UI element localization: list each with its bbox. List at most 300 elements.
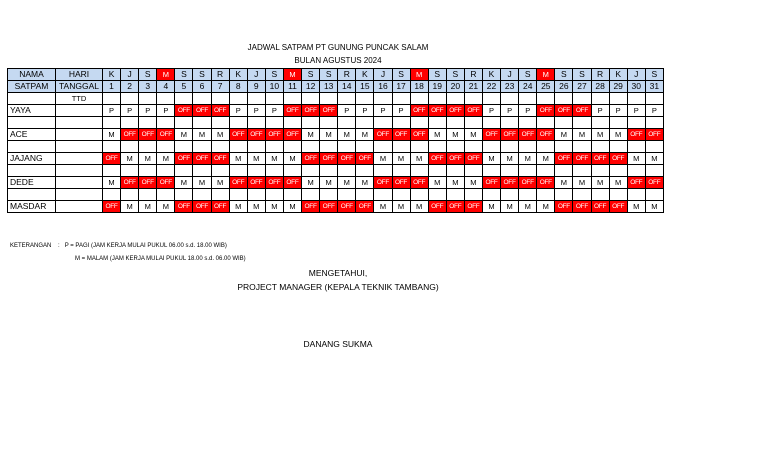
ttd-cell [320,93,338,105]
spacer-cell [175,189,193,201]
day-header: J [121,69,139,81]
ttd-cell [573,93,591,105]
day-header: K [103,69,121,81]
day-header: M [283,69,301,81]
shift-cell: M [356,129,374,141]
shift-cell: OFF [573,201,591,213]
spacer-cell [609,141,627,153]
spacer-cell [139,141,157,153]
shift-cell: P [519,105,537,117]
spacer-cell [482,117,500,129]
shift-cell: M [338,177,356,189]
day-header: S [193,69,211,81]
spacer-cell [193,141,211,153]
shift-cell: OFF [555,105,573,117]
shift-cell: OFF [410,129,428,141]
spacer-cell [8,165,56,177]
shift-cell: OFF [356,201,374,213]
spacer-cell [338,189,356,201]
day-header: M [157,69,175,81]
shift-cell: OFF [175,105,193,117]
shift-cell: OFF [446,105,464,117]
day-header: R [591,69,609,81]
shift-cell: OFF [229,129,247,141]
shift-cell: M [392,201,410,213]
date-header: 3 [139,81,157,93]
shift-cell: OFF [193,105,211,117]
ttd-cell [193,93,211,105]
shift-cell: OFF [627,177,645,189]
date-header: 26 [555,81,573,93]
spacer-cell [8,117,56,129]
spacer-cell [573,165,591,177]
spacer-cell [446,141,464,153]
staff-ttd-cell [56,201,103,213]
spacer-cell [627,141,645,153]
shift-cell: P [157,105,175,117]
spacer-cell [157,141,175,153]
staff-ttd-cell [56,105,103,117]
spacer-cell [519,165,537,177]
shift-cell: OFF [464,105,482,117]
shift-cell: M [193,177,211,189]
spacer-cell [338,141,356,153]
spacer-cell [374,117,392,129]
shift-cell: M [103,177,121,189]
day-header: J [374,69,392,81]
shift-cell: M [193,129,211,141]
spacer-cell [320,189,338,201]
spacer-cell [428,189,446,201]
spacer-cell [338,117,356,129]
ttd-cell [229,93,247,105]
spacer-cell [410,117,428,129]
shift-cell: P [247,105,265,117]
shift-cell: P [482,105,500,117]
shift-cell: OFF [428,153,446,165]
spacer-cell [56,189,103,201]
spacer-cell [103,141,121,153]
shift-cell: OFF [645,177,663,189]
spacer-cell [211,141,229,153]
spacer-cell [537,165,555,177]
shift-cell: M [627,153,645,165]
date-header: 30 [627,81,645,93]
shift-cell: M [645,201,663,213]
spacer-cell [211,189,229,201]
ttd-cell [157,93,175,105]
day-header: S [302,69,320,81]
shift-cell: M [283,201,301,213]
ttd-cell [519,93,537,105]
shift-cell: OFF [211,105,229,117]
spacer-cell [247,141,265,153]
shift-cell: M [247,153,265,165]
spacer-cell [501,189,519,201]
date-header: 2 [121,81,139,93]
legend-line-pagi: P = PAGI (JAM KERJA MULAI PUKUL 06.00 s.d. 18.00 WIB) [64,243,227,249]
shift-cell: M [591,129,609,141]
ttd-cell [356,93,374,105]
shift-cell: M [302,129,320,141]
shift-cell: M [320,177,338,189]
day-header: K [482,69,500,81]
date-header: 18 [410,81,428,93]
signature-mengetahui: MENGETAHUI, [308,268,368,278]
shift-cell: OFF [211,201,229,213]
spacer-cell [573,141,591,153]
shift-cell: M [410,201,428,213]
shift-cell: OFF [446,201,464,213]
date-header: 10 [265,81,283,93]
shift-cell: OFF [537,129,555,141]
date-header: 1 [103,81,121,93]
shift-cell: M [609,177,627,189]
shift-cell: M [211,129,229,141]
shift-cell: M [537,153,555,165]
shift-cell: OFF [283,129,301,141]
date-header: 15 [356,81,374,93]
shift-cell: P [103,105,121,117]
shift-cell: M [627,201,645,213]
shift-cell: M [211,177,229,189]
spacer-cell [392,141,410,153]
shift-cell: M [482,153,500,165]
ttd-cell [464,93,482,105]
date-header: 5 [175,81,193,93]
date-header: 21 [464,81,482,93]
spacer-cell [103,165,121,177]
ttd-cell [591,93,609,105]
day-header: S [573,69,591,81]
shift-cell: P [627,105,645,117]
spacer-cell [56,141,103,153]
spacer-cell [555,165,573,177]
spacer-cell [175,117,193,129]
date-header: 17 [392,81,410,93]
shift-cell: OFF [320,105,338,117]
spacer-cell [428,141,446,153]
spacer-cell [446,117,464,129]
shift-cell: OFF [247,129,265,141]
staff-name: DEDE [8,177,56,189]
day-header: K [356,69,374,81]
spacer-cell [627,189,645,201]
spacer-cell [265,165,283,177]
spacer-cell [193,189,211,201]
shift-cell: OFF [555,153,573,165]
ttd-cell [247,93,265,105]
day-header: S [139,69,157,81]
ttd-cell [555,93,573,105]
spacer-cell [645,117,663,129]
shift-cell: OFF [428,201,446,213]
spacer-cell [446,189,464,201]
day-header: K [229,69,247,81]
shift-cell: M [265,201,283,213]
spacer-cell [56,165,103,177]
shift-cell: OFF [175,153,193,165]
shift-cell: M [591,177,609,189]
spacer-cell [555,117,573,129]
day-header: S [428,69,446,81]
date-header: 14 [338,81,356,93]
document-subtitle: BULAN AGUSTUS 2024 [294,56,382,65]
shift-cell: OFF [265,129,283,141]
legend-label-text: KETERANGAN [10,243,52,249]
shift-cell: OFF [428,105,446,117]
spacer-cell [356,165,374,177]
spacer-cell [392,117,410,129]
spacer-cell [193,117,211,129]
schedule-table [7,68,664,213]
shift-cell: M [446,177,464,189]
spacer-cell [374,189,392,201]
shift-cell: OFF [320,153,338,165]
ttd-cell [338,93,356,105]
spacer-cell [555,141,573,153]
shift-cell: M [175,177,193,189]
shift-cell: OFF [645,129,663,141]
header-ttd: TTD [56,93,103,105]
shift-cell: OFF [519,177,537,189]
spacer-cell [302,141,320,153]
shift-cell: M [609,129,627,141]
spacer-cell [247,189,265,201]
spacer-cell [627,165,645,177]
spacer-cell [121,165,139,177]
spacer-cell [410,189,428,201]
shift-cell: P [265,105,283,117]
spacer-cell [283,141,301,153]
shift-cell: M [229,153,247,165]
spacer-cell [374,165,392,177]
day-header: R [464,69,482,81]
day-header: S [265,69,283,81]
shift-cell: OFF [283,177,301,189]
shift-cell: OFF [609,153,627,165]
spacer-cell [8,141,56,153]
day-header: M [537,69,555,81]
spacer-cell [374,141,392,153]
staff-name: MASDAR [8,201,56,213]
shift-cell: OFF [175,201,193,213]
shift-cell: OFF [302,153,320,165]
spacer-cell [121,189,139,201]
spacer-cell [392,165,410,177]
spacer-cell [627,117,645,129]
spacer-cell [121,117,139,129]
spacer-cell [211,117,229,129]
shift-cell: OFF [338,201,356,213]
spacer-cell [591,117,609,129]
shift-cell: M [302,177,320,189]
spacer-cell [229,165,247,177]
day-header: S [175,69,193,81]
shift-cell: OFF [374,129,392,141]
shift-cell: M [645,153,663,165]
spacer-cell [265,141,283,153]
shift-cell: OFF [247,177,265,189]
ttd-cell [410,93,428,105]
shift-cell: M [121,201,139,213]
spacer-cell [410,165,428,177]
spacer-cell [410,141,428,153]
ttd-cell [121,93,139,105]
shift-cell: P [139,105,157,117]
spacer-row [8,141,664,153]
header-nama: NAMA [8,69,56,81]
shift-cell: M [501,153,519,165]
shift-cell: P [374,105,392,117]
day-header: J [501,69,519,81]
shift-cell: OFF [573,153,591,165]
ttd-cell [103,93,121,105]
spacer-cell [609,117,627,129]
day-header: J [247,69,265,81]
shift-cell: OFF [501,129,519,141]
spacer-cell [645,165,663,177]
shift-cell: OFF [464,201,482,213]
spacer-cell [446,165,464,177]
spacer-cell [609,165,627,177]
shift-cell: OFF [392,129,410,141]
shift-cell: P [229,105,247,117]
date-header: 28 [591,81,609,93]
shift-cell: M [464,129,482,141]
staff-name: JAJANG [8,153,56,165]
spacer-cell [573,189,591,201]
spacer-cell [229,117,247,129]
shift-cell: OFF [157,177,175,189]
header-row-days [8,69,664,81]
shift-cell: M [482,201,500,213]
shift-cell: OFF [591,201,609,213]
spacer-cell [175,165,193,177]
spacer-cell [8,189,56,201]
shift-cell: OFF [103,153,121,165]
spacer-cell [464,117,482,129]
spacer-cell [229,189,247,201]
shift-cell: M [157,201,175,213]
shift-cell: M [356,177,374,189]
spacer-cell [193,165,211,177]
spacer-cell [302,117,320,129]
date-header: 24 [519,81,537,93]
spacer-cell [591,189,609,201]
date-header: 20 [446,81,464,93]
shift-cell: OFF [573,105,591,117]
staff-name: YAYA [8,105,56,117]
header-row-dates [8,81,664,93]
shift-cell: OFF [302,201,320,213]
shift-cell: P [609,105,627,117]
day-header: R [338,69,356,81]
spacer-row [8,165,664,177]
ttd-cell [374,93,392,105]
spacer-cell [247,165,265,177]
staff-row [8,177,664,189]
shift-cell: M [555,177,573,189]
shift-cell: OFF [121,177,139,189]
date-header: 11 [283,81,301,93]
spacer-row [8,117,664,129]
spacer-cell [56,117,103,129]
spacer-cell [157,165,175,177]
shift-cell: OFF [591,153,609,165]
staff-ttd-cell [56,153,103,165]
shift-cell: OFF [121,129,139,141]
shift-cell: M [175,129,193,141]
spacer-cell [519,117,537,129]
date-header: 16 [374,81,392,93]
ttd-cell [392,93,410,105]
day-header: S [446,69,464,81]
shift-cell: OFF [410,177,428,189]
spacer-cell [482,189,500,201]
shift-cell: M [573,129,591,141]
spacer-cell [283,189,301,201]
shift-cell: M [519,201,537,213]
shift-cell: P [392,105,410,117]
spacer-cell [302,165,320,177]
ttd-cell [139,93,157,105]
shift-cell: M [573,177,591,189]
staff-row [8,129,664,141]
legend-label [10,243,227,249]
spacer-cell [537,117,555,129]
day-header: S [645,69,663,81]
spacer-cell [157,189,175,201]
shift-cell: OFF [356,153,374,165]
shift-cell: OFF [320,201,338,213]
date-header: 6 [193,81,211,93]
shift-cell: OFF [338,153,356,165]
spacer-cell [464,165,482,177]
shift-cell: OFF [410,105,428,117]
ttd-cell [302,93,320,105]
day-header: S [392,69,410,81]
spacer-cell [356,189,374,201]
date-header: 23 [501,81,519,93]
spacer-cell [283,117,301,129]
spacer-cell [482,165,500,177]
legend-line-malam: M = MALAM (JAM KERJA MULAI PUKUL 18.00 s.d. 06.00 WIB) [75,256,246,262]
date-header: 27 [573,81,591,93]
shift-cell: OFF [283,105,301,117]
spacer-cell [501,165,519,177]
spacer-cell [265,117,283,129]
spacer-cell [121,141,139,153]
day-header: R [211,69,229,81]
shift-cell: OFF [302,105,320,117]
ttd-cell [446,93,464,105]
shift-cell: OFF [537,177,555,189]
signature-role: PROJECT MANAGER (KEPALA TEKNIK TAMBANG) [237,282,439,292]
staff-ttd-cell [56,129,103,141]
shift-cell: OFF [501,177,519,189]
ttd-cell [428,93,446,105]
spacer-cell [356,117,374,129]
shift-cell: OFF [627,129,645,141]
spacer-cell [609,189,627,201]
shift-cell: M [338,129,356,141]
shift-cell: M [555,129,573,141]
spacer-cell [229,141,247,153]
shift-cell: OFF [392,177,410,189]
spacer-cell [247,117,265,129]
spacer-cell [645,141,663,153]
